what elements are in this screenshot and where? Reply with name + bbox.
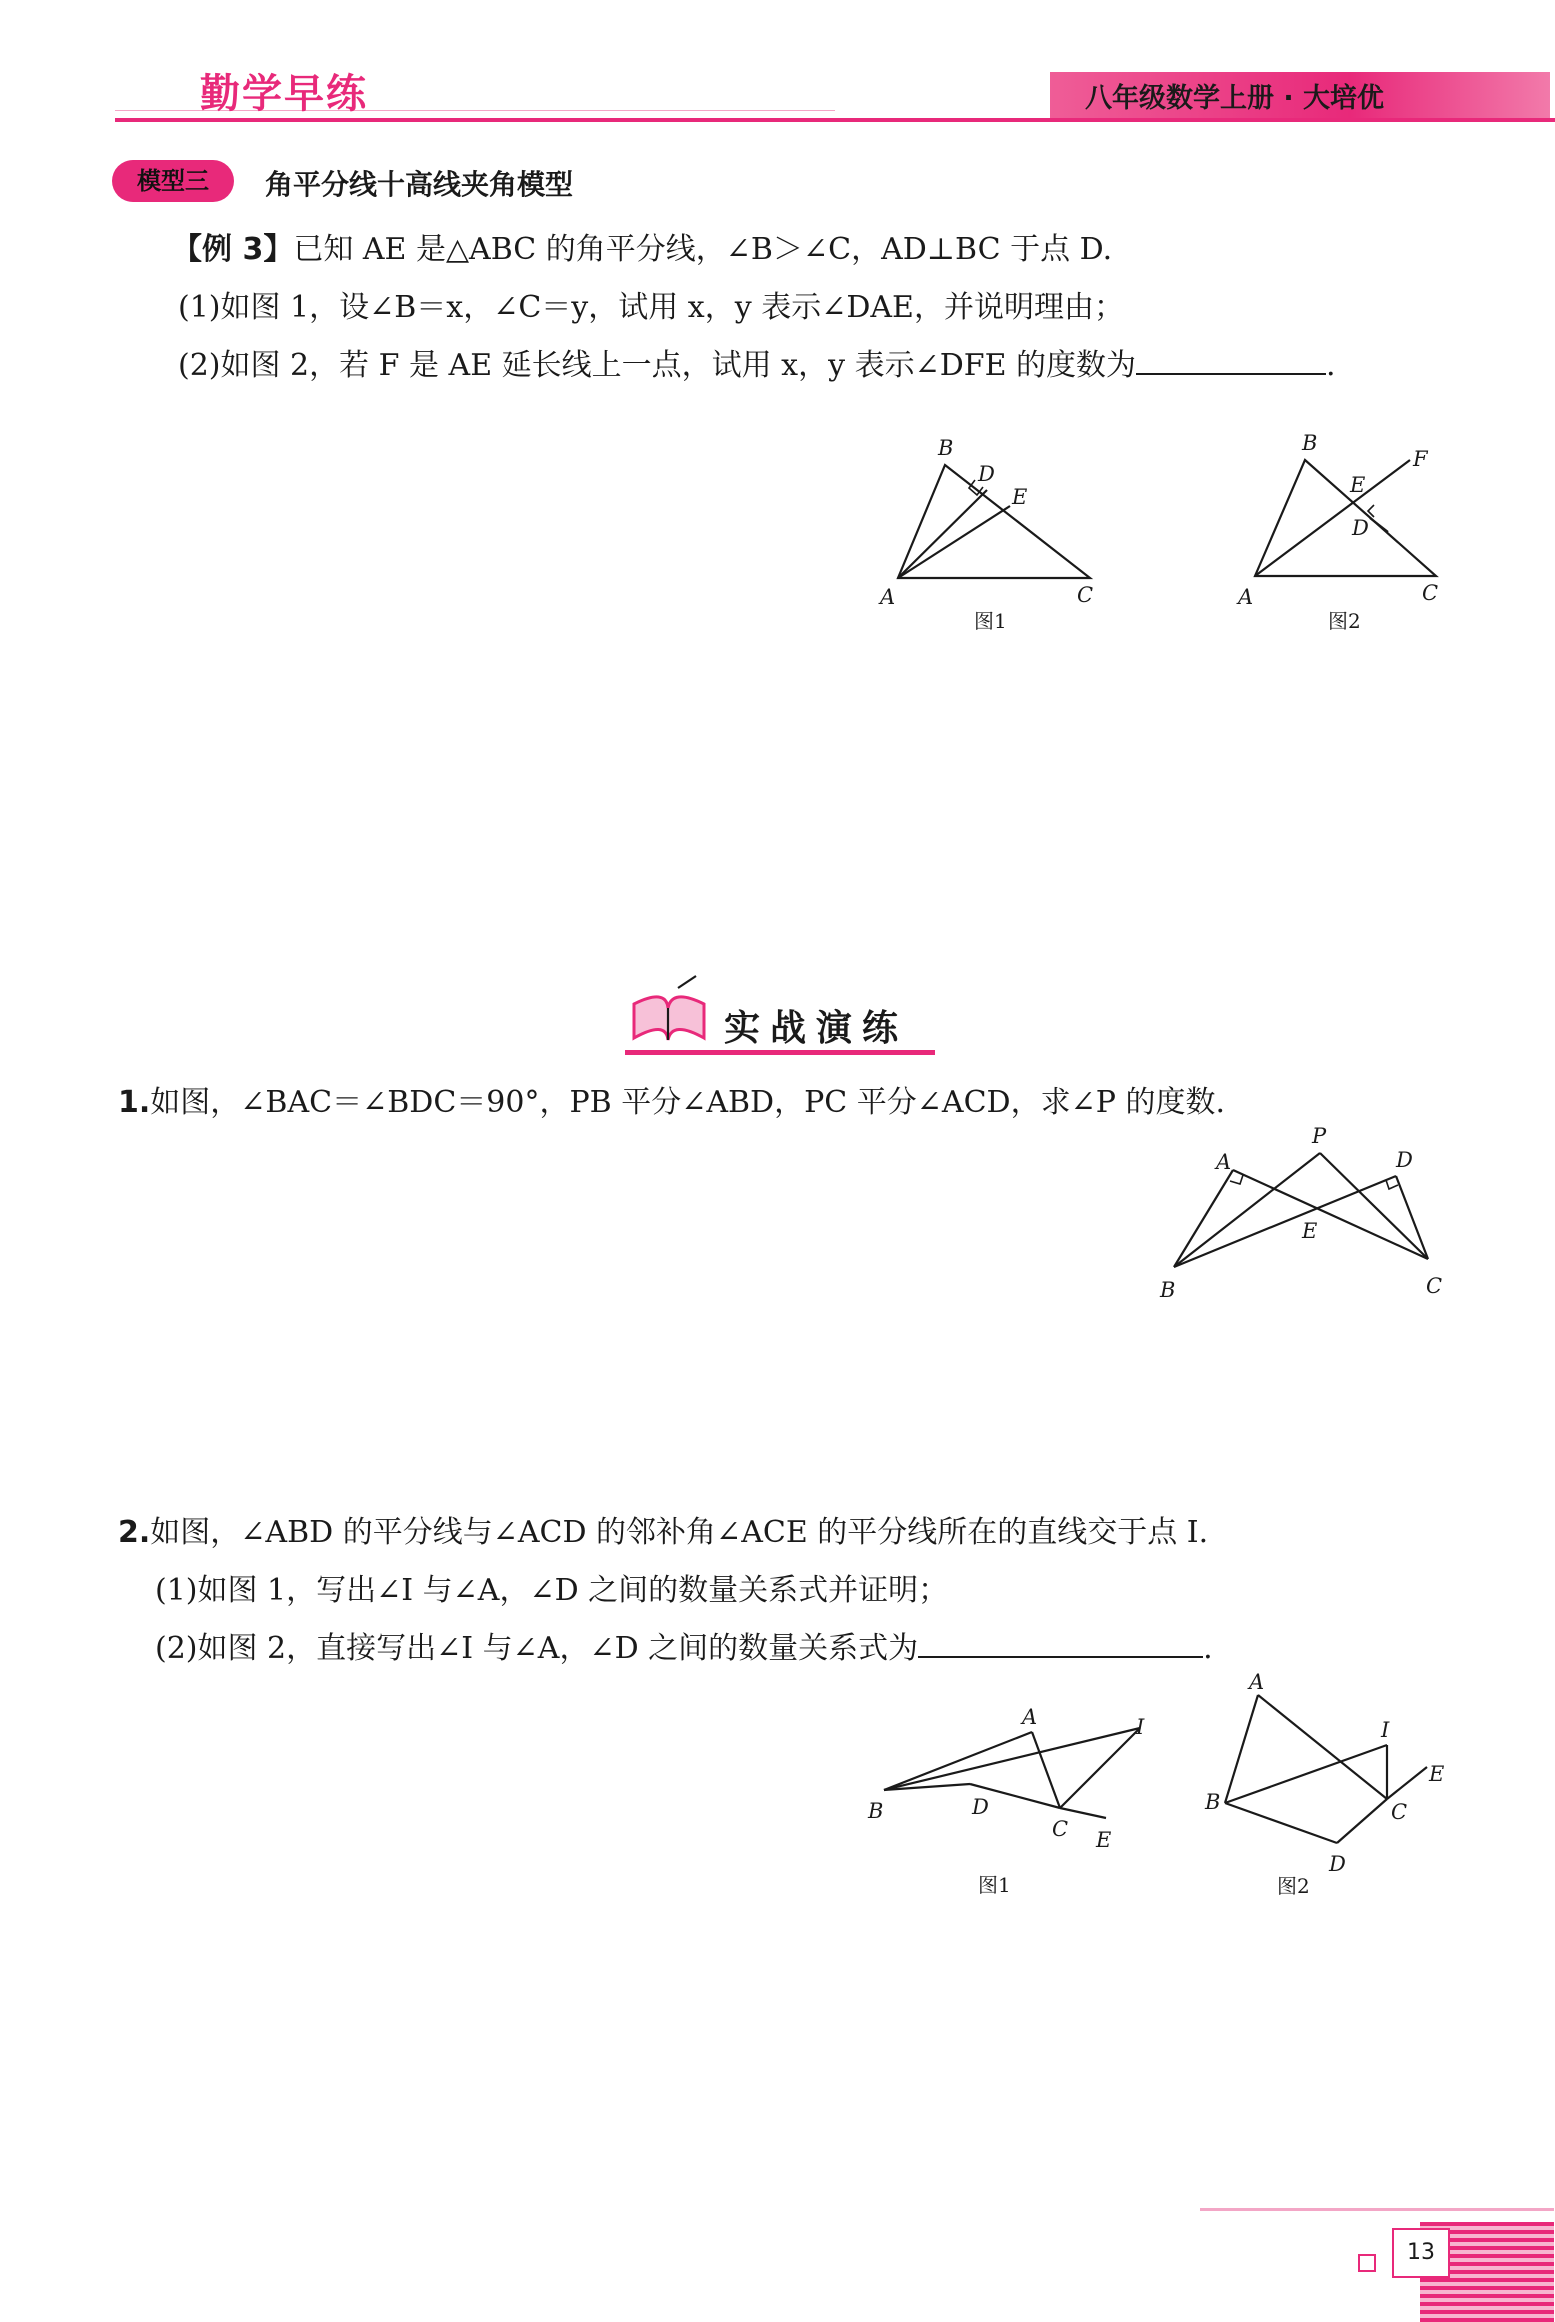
section-underline	[625, 1050, 935, 1055]
example-figure-2	[1240, 430, 1470, 640]
label-A: A	[880, 585, 896, 609]
header-brand: 勤学早练	[200, 71, 368, 117]
q2-number: 2.	[118, 1515, 151, 1550]
q2-part2-end: .	[1203, 1631, 1213, 1666]
label-B-q1: B	[1160, 1278, 1176, 1302]
seg-ba	[1174, 1170, 1233, 1267]
label-C-q1: C	[1426, 1274, 1443, 1298]
header-rule	[115, 118, 1555, 122]
label-D-2: D	[1352, 516, 1369, 540]
label-E: E	[1012, 485, 1028, 509]
q2-fig1-caption: 图1	[978, 1873, 1011, 1897]
footer-rule	[1200, 2208, 1554, 2211]
bisector-ae	[898, 506, 1010, 578]
notebook-icon	[628, 978, 710, 1050]
q2-part2: (2)如图 2，直接写出∠I 与∠A，∠D 之间的数量关系式为	[155, 1631, 919, 1666]
label-B-2: B	[1302, 431, 1318, 455]
q2-answer-blank[interactable]	[918, 1626, 1203, 1658]
label-A-q2f2: A	[1249, 1670, 1265, 1694]
seg-bd-q2f2	[1225, 1803, 1337, 1843]
label-D-q1: D	[1396, 1148, 1413, 1172]
seg-bi-q2	[884, 1728, 1140, 1790]
label-B: B	[938, 436, 954, 460]
q1-line	[118, 1077, 1225, 1121]
label-E-q2f1: E	[1096, 1828, 1112, 1852]
label-A-q2f1: A	[1022, 1705, 1038, 1729]
q2-figure-2	[1195, 1670, 1455, 1915]
label-C: C	[1077, 583, 1094, 607]
seg-bi-q2f2	[1225, 1745, 1387, 1803]
example-stem-line	[172, 224, 1112, 268]
page-number: 13	[1392, 2228, 1450, 2278]
label-I-q2f2: I	[1381, 1718, 1390, 1742]
q2-part1: (1)如图 1，写出∠I 与∠A，∠D 之间的数量关系式并证明；	[155, 1573, 949, 1608]
seg-ba-q2f2	[1225, 1695, 1258, 1803]
seg-bd	[1174, 1176, 1396, 1267]
label-C-2: C	[1422, 581, 1439, 605]
model-title: 角平分线十高线夹角模型	[265, 168, 574, 201]
altitude-ad	[898, 490, 987, 578]
label-A-2: A	[1238, 585, 1254, 609]
label-C-q2f1: C	[1052, 1817, 1069, 1841]
label-B-q2f2: B	[1205, 1790, 1221, 1814]
right-angle-mark-d	[1386, 1180, 1398, 1189]
label-C-q2f2: C	[1391, 1800, 1408, 1824]
q1-figure	[1150, 1125, 1450, 1315]
footer-square-mark	[1358, 2254, 1376, 2272]
label-B-q2f1: B	[868, 1799, 884, 1823]
label-F: F	[1413, 447, 1428, 471]
example-stem: 已知 AE 是△ABC 的角平分线，∠B＞∠C，AD⊥BC 于点 D.	[293, 232, 1113, 267]
example-part2: (2)如图 2，若 F 是 AE 延长线上一点，试用 x，y 表示∠DFE 的度数为	[178, 348, 1137, 383]
label-D-q2f2: D	[1329, 1852, 1346, 1876]
model-tag: 模型三	[112, 160, 234, 202]
example-part1: (1)如图 1，设∠B＝x，∠C＝y，试用 x，y 表示∠DAE，并说明理由；	[178, 290, 1124, 325]
q1-text: 如图，∠BAC＝∠BDC＝90°，PB 平分∠ABD，PC 平分∠ACD，求∠P 的度数.	[150, 1085, 1225, 1120]
label-D-q2f1: D	[972, 1795, 989, 1819]
q2-part2-line	[155, 1623, 1213, 1667]
altitude-ad-2	[1370, 518, 1388, 532]
example-part2-end: .	[1326, 348, 1336, 383]
example-answer-blank[interactable]	[1136, 343, 1326, 375]
example-part2-line	[178, 340, 1336, 384]
header-book-title: 八年级数学上册 · 大培优	[1085, 83, 1385, 114]
label-E-2: E	[1350, 473, 1366, 497]
section-title: 实战演练	[724, 1008, 909, 1049]
seg-ci-q2	[1060, 1728, 1140, 1808]
label-P: P	[1312, 1124, 1327, 1148]
seg-ba-q2	[884, 1732, 1032, 1790]
right-angle-mark-a	[1230, 1175, 1243, 1184]
label-E-q2f2: E	[1429, 1762, 1445, 1786]
example-label: 【例 3】	[172, 232, 294, 267]
fig2-caption: 图2	[1328, 609, 1361, 633]
label-I-q2f1: I	[1136, 1715, 1145, 1739]
example-figure-1	[870, 430, 1110, 640]
q2-fig2-caption: 图2	[1277, 1874, 1310, 1898]
bisector-extended-af	[1255, 460, 1410, 576]
fig1-caption: 图1	[974, 609, 1007, 633]
label-A-q1: A	[1216, 1150, 1232, 1174]
q2-stem: 如图，∠ABD 的平分线与∠ACD 的邻补角∠ACE 的平分线所在的直线交于点 I.	[150, 1515, 1209, 1550]
q1-number: 1.	[118, 1085, 151, 1120]
seg-dc-q2f2	[1337, 1799, 1387, 1843]
q2-stem-line	[118, 1507, 1208, 1551]
q2-figure-1	[870, 1690, 1180, 1920]
seg-bp	[1174, 1153, 1320, 1267]
triangle-abc-2	[1255, 460, 1436, 576]
seg-ce-q2f2	[1387, 1767, 1427, 1799]
label-D: D	[978, 462, 995, 486]
seg-ac-q2	[1032, 1732, 1060, 1808]
label-E-q1: E	[1302, 1219, 1318, 1243]
